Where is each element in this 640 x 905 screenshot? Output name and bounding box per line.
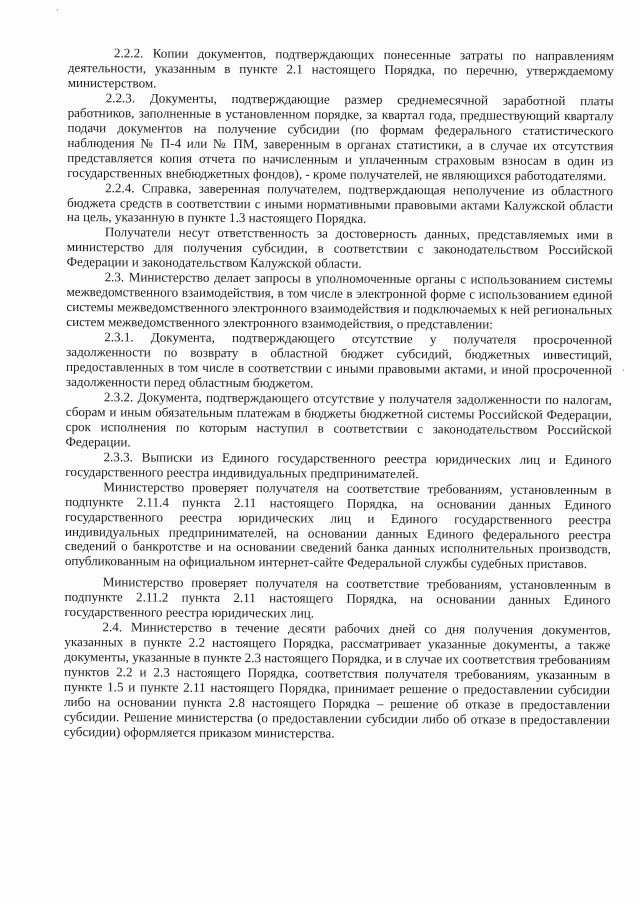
paragraph-ministry-check-2: Министерство проверяет получателя на соответствие требованиям, установленным в подпункте 2.11.2 пункта 2.11 настоящего Порядка, на основании данных Единого государственного реестра юридических лиц. — [64, 574, 611, 621]
paragraph-2-2-3: 2.2.3. Документы, подтверждающие размер среднемесячной заработной платы работников, заполненные в установленном порядке, за квартал года, предшествующий кварталу подачи документов на получение субсидии (по формам федерального статистического наблюдения № П-4 или № ПМ, заверенным в органах статистики, а в случае их отсутствия представляется копия отчета по начисленным и уплаченным страховым взносам в один из государственных внебюджетных фондов), - кроме получателей, не являющихся работодателями. — [67, 90, 614, 183]
paragraph-responsibility: Получатели несут ответственность за достоверность данных, представляемых ими в министерство для получения субсидии, в соответствии с законодательством Российской Федерации и законодательством Калужской области. — [66, 224, 613, 272]
scan-speck: · — [56, 6, 59, 15]
document-body — [64, 46, 614, 743]
paragraph-2-2-4: 2.2.4. Справка, заверенная получателем, подтверждающая неполучение из областного бюджета средств в соответствии с иными нормативными правовыми актами Калужской области на цель, указанную в пункте 1.3 настоящего Порядка. — [66, 179, 614, 227]
paragraph-2-3: 2.3. Министерство делает запросы в уполномоченные органы с использованием системы межведомственного взаимодействия, в том числе в электронной форме с использованием единой системы межведомственного электронного взаимодействия и подключаемых к ней региональных систем межведомственного электронного взаимодействия, о представлении: — [66, 269, 613, 332]
paragraph-2-4: 2.4. Министерство в течение десяти рабочих дней со дня получения документов, указанных в пункте 2.2 настоящего Порядка, рассматривает указанные документы, а также документы, указанные в пункте 2.3 настоящего Порядка, и в случае их соответствия требованиям пунктов 2.2 и 2.3 настоящего Порядка, соответствия получателя требованиям, указанным в пункте 1.5 и пункте 2.11 настоящего Порядка, принимает решение о предоставлении субсидии либо на основании пункта 2.8 настоящего Порядка – решение об отказе в предоставлении субсидии. Решение министерства (о предоставлении субсидии либо об отказе в предоставлении субсидии) оформляется приказом министерства. — [63, 619, 611, 741]
paragraph-2-3-3: 2.3.3. Выписки из Единого государственного реестра юридических лиц и Единого государственного реестра индивидуальных предпринимателей. — [65, 448, 612, 481]
scan-speck: · — [622, 366, 625, 375]
paragraph-2-3-2: 2.3.2. Документа, подтверждающего отсутствие у получателя задолженности по налогам, сборам и иным обязательным платежам в бюджеты бюджетной системы Российской Федерации, срок исполнения по которым наступил в соответствии с законодательством Российской Федерации. — [65, 389, 612, 450]
paragraph-2-3-1: 2.3.1. Документа, подтверждающего отсутствие у получателя просроченной задолженности по возврату в областной бюджет субсидий, бюджетных инвестиций, предоставленных в том числе в соответствии с иными правовыми актами, и иной просроченной задолженности перед областным бюджетом. — [65, 329, 613, 391]
paragraph-2-2-2: 2.2.2. Копии документов, подтверждающих понесенные затраты по направлениям деятельности, указанным в пункте 2.1 настоящего Порядка, по перечню, утверждаемому министерством. — [67, 45, 614, 91]
paragraph-ministry-check-1: Министерство проверяет получателя на соответствие требованиям, установленным в подпункте 2.11.4 пункта 2.11 настоящего Порядка, на основании данных Единого государственного реестра юридических лиц и Единого государственного реестра индивидуальных предпринимателей, на основании данных Единого федерального реестра сведений о банкротстве и на основании сведений банка данных исполнительных производств, опубликованным на официальном интернет-сайте Федеральной службы судебных приставов. — [64, 478, 612, 572]
